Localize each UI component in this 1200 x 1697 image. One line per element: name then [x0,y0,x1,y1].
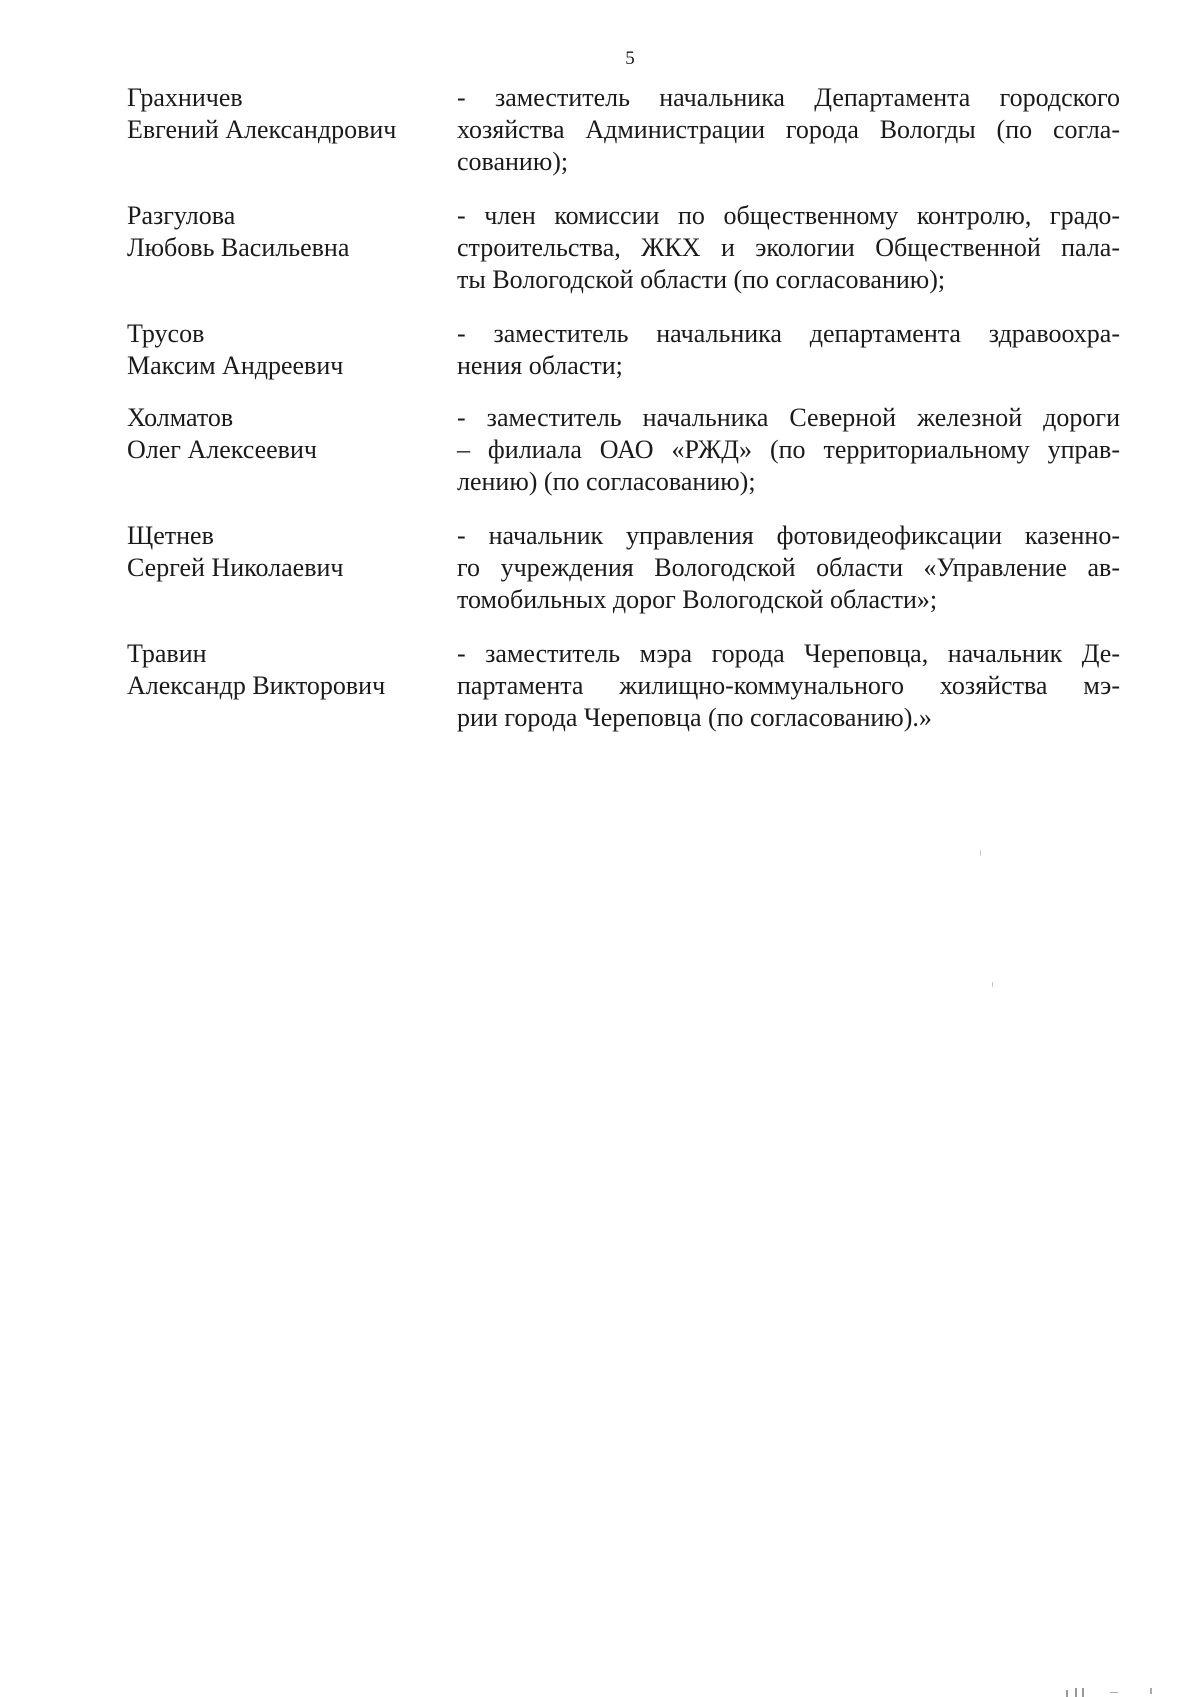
member-position-line: томобильных дорог Вологодской области»; [457,585,938,614]
member-given-names: Олег Алексеевич [127,435,317,464]
member-row [127,520,1120,616]
member-position-line: рии города Череповца (по согласованию).» [457,703,932,732]
member-row [127,638,1120,734]
member-position [457,520,1120,616]
member-surname: Холматов [127,403,234,432]
member-row [127,402,1120,498]
member-name [127,318,457,382]
member-name [127,82,457,146]
member-position-line: - начальник управления фотовидеофиксации казенно- [457,521,1120,550]
member-surname: Травин [127,639,207,668]
member-given-names: Евгений Александрович [127,115,397,144]
member-position-line: хозяйства Администрации города Вологды (по согла- [457,115,1120,144]
member-given-names: Александр Викторович [127,671,386,700]
member-position [457,318,1120,382]
scan-mark [1150,1688,1152,1694]
member-position [457,82,1120,178]
member-row [127,82,1120,178]
scan-mark [1075,1688,1077,1697]
member-surname: Щетнев [127,521,214,550]
scan-mark [1066,1690,1068,1697]
member-position [457,402,1120,498]
member-position-line: го учреждения Вологодской области «Управление ав- [457,553,1120,582]
member-position-line: - заместитель начальника Департамента городского [457,83,1120,112]
member-position [457,638,1120,734]
scan-mark [992,982,993,987]
member-name [127,402,457,466]
member-position [457,200,1120,296]
member-position-line: ты Вологодской области (по согласованию); [457,265,946,294]
member-row [127,318,1120,382]
page-number: 5 [625,48,635,69]
member-name [127,520,457,584]
scan-mark [1082,1688,1084,1697]
member-position-line: - заместитель начальника Северной железной дороги [457,403,1120,432]
member-position-line: строительства, ЖКХ и экологии Общественной пала- [457,233,1120,262]
member-given-names: Любовь Васильевна [127,233,350,262]
member-surname: Трусов [127,319,205,348]
member-surname: Разгулова [127,201,236,230]
scan-mark [1110,1692,1118,1693]
members-list [127,82,1120,734]
scan-mark [980,850,981,856]
member-given-names: Сергей Николаевич [127,553,344,582]
member-position-line: партамента жилищно-коммунального хозяйства мэ- [457,671,1120,700]
member-position-line: - член комиссии по общественному контролю, градо- [457,201,1120,230]
member-given-names: Максим Андреевич [127,351,344,380]
member-position-line: - заместитель начальника департамента здравоохра- [457,319,1120,348]
member-surname: Грахничев [127,83,243,112]
member-name [127,638,457,702]
member-position-line: лению) (по согласованию); [457,467,756,496]
member-name [127,200,457,264]
member-position-line: – филиала ОАО «РЖД» (по территориальному управ- [457,435,1120,464]
member-row [127,200,1120,296]
member-position-line: сованию); [457,147,569,176]
member-position-line: - заместитель мэра города Череповца, начальник Де- [457,639,1120,668]
member-position-line: нения области; [457,351,623,380]
